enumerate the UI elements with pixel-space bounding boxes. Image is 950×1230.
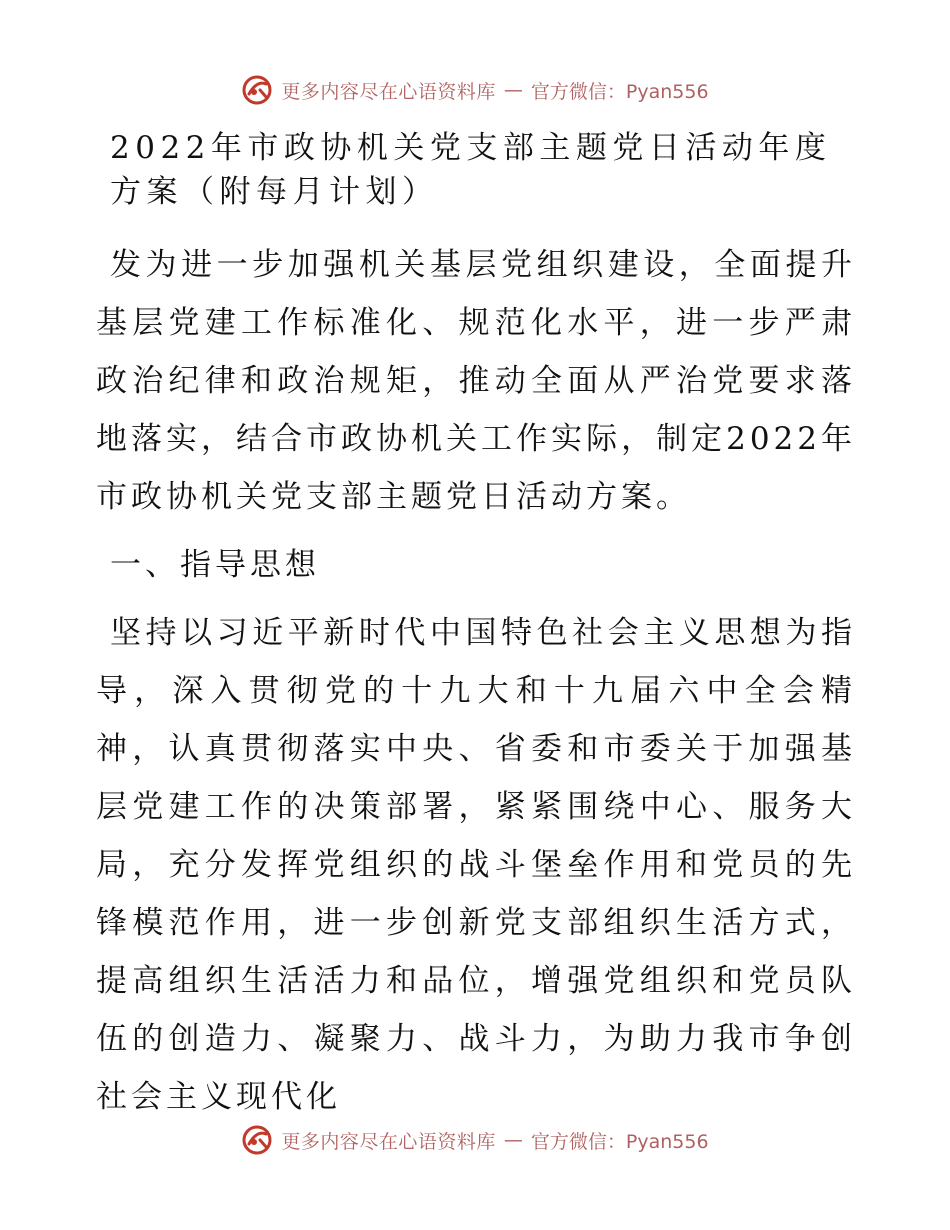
watermark-dash: — <box>503 1129 523 1151</box>
document-body <box>96 126 856 1126</box>
footer-watermark <box>0 1124 950 1156</box>
watermark-text: 更多内容尽在心语资料库 <box>281 80 496 103</box>
brand-logo-icon <box>241 1124 273 1156</box>
document-title: 2022年市政协机关党支部主题党日活动年度方案（附每月计划） <box>110 130 832 210</box>
brand-logo-icon <box>241 74 273 106</box>
paragraph-guiding-thought: 坚持以习近平新时代中国特色社会主义思想为指导，深入贯彻党的十九大和十九届六中全会精神，认真贯彻落实中央、省委和市委关于加强基层党建工作的决策部署，紧紧围绕中心、服务大局，充分发挥党组织的战斗堡垒作用和党员的先锋模范作用，进一步创新党支部组织生活方式，提高组织生活活力和品位，增强党组织和党员队伍的创造力、凝聚力、战斗力，为助力我市争创社会主义现代化 <box>96 615 856 1115</box>
watermark-wechat: 官方微信：Pyan556 <box>530 80 709 103</box>
paragraph-intro: 发为进一步加强机关基层党组织建设，全面提升基层党建工作标准化、规范化水平，进一步严肃政治纪律和政治规矩，推动全面从严治党要求落地落实，结合市政协机关工作实际，制定2022年市政协机关党支部主题党日活动方案。 <box>96 247 856 515</box>
watermark-dash: — <box>503 79 523 101</box>
watermark-text: 更多内容尽在心语资料库 <box>281 1130 496 1153</box>
header-watermark <box>0 74 950 106</box>
section-heading-guiding-thought: 一、指导思想 <box>110 547 320 583</box>
watermark-wechat: 官方微信：Pyan556 <box>530 1130 709 1153</box>
